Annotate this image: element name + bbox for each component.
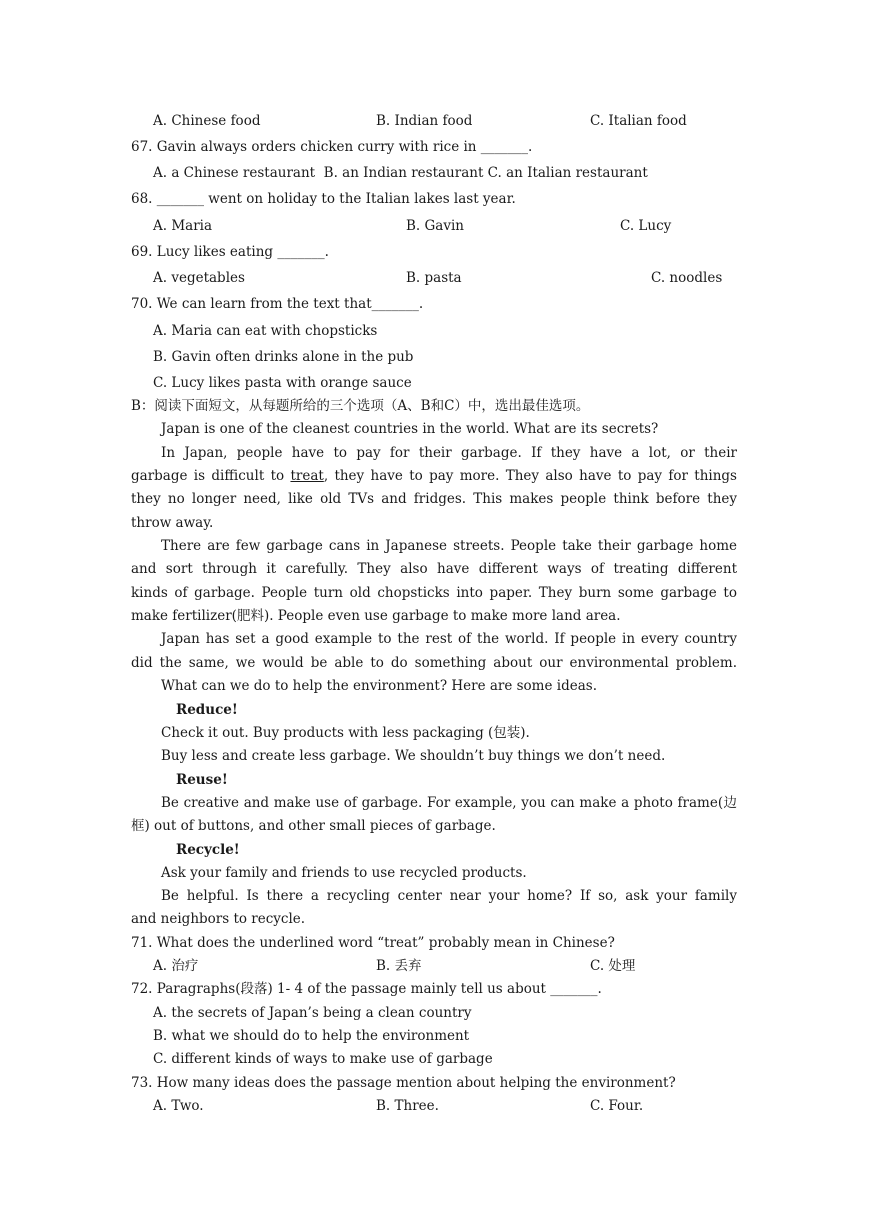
q73-option-a: A. Two. xyxy=(153,1098,204,1114)
q69-option-b: B. pasta xyxy=(406,270,462,286)
q72-option-b: B. what we should do to help the environment xyxy=(153,1028,470,1044)
passage-para-3-line-3: kinds of garbage. People turn old chopsticks into paper. They burn some garbage to xyxy=(131,585,737,601)
q71-option-c: C. 处理 xyxy=(590,958,636,974)
q72-option-c: C. different kinds of ways to make use of garbage xyxy=(153,1051,493,1067)
q70-option-b: B. Gavin often drinks alone in the pub xyxy=(153,349,414,365)
q70-option-a: A. Maria can eat with chopsticks xyxy=(153,323,378,339)
passage-para-2-line-1: In Japan, people have to pay for their garbage. If they have a lot, or their xyxy=(161,445,737,461)
q66-option-c: C. Italian food xyxy=(590,113,687,129)
q66-option-a: A. Chinese food xyxy=(153,113,261,129)
q70-option-c: C. Lucy likes pasta with orange sauce xyxy=(153,375,412,391)
passage-para-3-line-1: There are few garbage cans in Japanese streets. People take their garbage home xyxy=(161,538,737,554)
q68-option-c: C. Lucy xyxy=(620,218,672,234)
recycle-heading: Recycle! xyxy=(176,842,240,858)
passage-para-1: Japan is one of the cleanest countries in the world. What are its secrets? xyxy=(161,421,659,437)
q71-stem: 71. What does the underlined word “treat” probably mean in Chinese? xyxy=(131,935,615,951)
q68-option-a: A. Maria xyxy=(153,218,213,234)
recycle-line-3: and neighbors to recycle. xyxy=(131,911,306,927)
passage-para-5: What can we do to help the environment? Here are some ideas. xyxy=(161,678,597,694)
q71-option-b: B. 丢弃 xyxy=(376,958,422,974)
recycle-line-2: Be helpful. Is there a recycling center near your home? If so, ask your family xyxy=(161,888,737,904)
q68-stem: 68. _______ went on holiday to the Italian lakes last year. xyxy=(131,191,516,207)
q70-stem: 70. We can learn from the text that_______. xyxy=(131,296,424,312)
passage-para-2-line-2: garbage is difficult to treat, they have to pay more. They also have to pay for things xyxy=(131,468,737,484)
reuse-heading: Reuse! xyxy=(176,772,228,788)
recycle-line-1: Ask your family and friends to use recycled products. xyxy=(161,865,527,881)
q66-option-b: B. Indian food xyxy=(376,113,473,129)
reduce-line-1: Check it out. Buy products with less packaging (包装). xyxy=(161,725,530,741)
passage-para-4-line-1: Japan has set a good example to the rest of the world. If people in every country xyxy=(161,631,737,647)
passage-para-3-line-2: and sort through it carefully. They also have different ways of treating different xyxy=(131,561,737,577)
reduce-line-2: Buy less and create less garbage. We shouldn’t buy things we don’t need. xyxy=(161,748,666,764)
passage-para-3-line-4: make fertilizer(肥料). People even use garbage to make more land area. xyxy=(131,608,621,624)
reuse-line-1: Be creative and make use of garbage. For example, you can make a photo frame(边 xyxy=(161,795,737,811)
reduce-heading: Reduce! xyxy=(176,702,238,718)
q72-option-a: A. the secrets of Japan’s being a clean country xyxy=(153,1005,472,1021)
q67-stem: 67. Gavin always orders chicken curry with rice in _______. xyxy=(131,139,533,155)
q69-option-a: A. vegetables xyxy=(153,270,245,286)
q73-option-c: C. Four. xyxy=(590,1098,644,1114)
q72-stem: 72. Paragraphs(段落) 1- 4 of the passage mainly tell us about _______. xyxy=(131,981,602,997)
section-b-heading: B：阅读下面短文，从每题所给的三个选项（A、B和C）中，选出最佳选项。 xyxy=(131,398,590,414)
q69-stem: 69. Lucy likes eating _______. xyxy=(131,244,329,260)
q69-option-c: C. noodles xyxy=(651,270,723,286)
passage-para-4-line-2: did the same, we would be able to do something about our environmental problem. xyxy=(131,655,737,671)
q73-stem: 73. How many ideas does the passage mention about helping the environment? xyxy=(131,1075,676,1091)
q71-option-a: A. 治疗 xyxy=(153,958,199,974)
q68-option-b: B. Gavin xyxy=(406,218,464,234)
q73-option-b: B. Three. xyxy=(376,1098,439,1114)
q67-options: A. a Chinese restaurant B. an Indian restaurant C. an Italian restaurant xyxy=(153,165,648,181)
underlined-word-treat: treat xyxy=(290,468,324,484)
reuse-line-2: 框) out of buttons, and other small pieces of garbage. xyxy=(131,818,496,834)
passage-para-2-line-3: they no longer need, like old TVs and fridges. This makes people think before they xyxy=(131,491,737,507)
passage-para-2-line-4: throw away. xyxy=(131,515,214,531)
